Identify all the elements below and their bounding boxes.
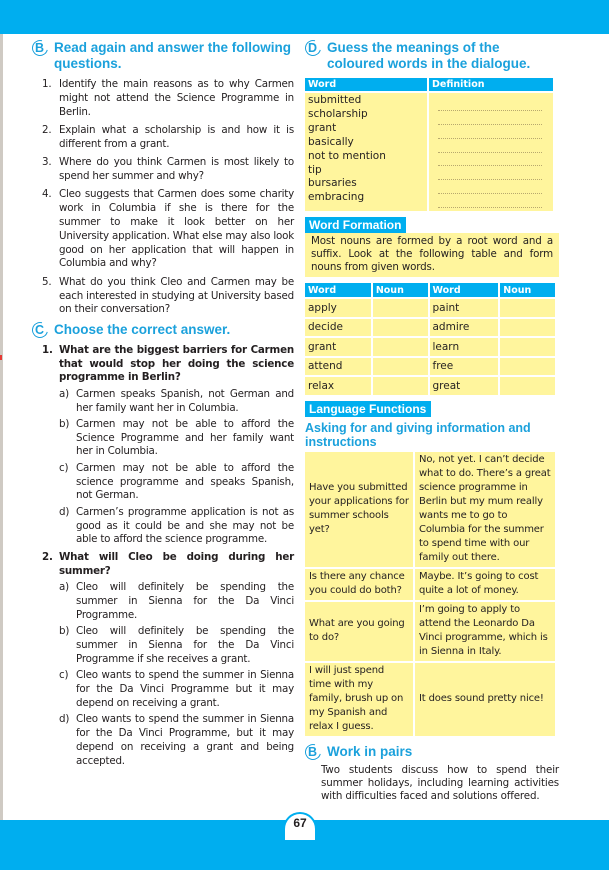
margin-mark (0, 355, 2, 360)
definition-input-line[interactable] (438, 166, 542, 180)
noun-answer-cell[interactable] (500, 338, 555, 356)
question-item: 5. What do you think Cleo and Carmen may be each interested in studying at University based on their conversation? (42, 275, 294, 316)
question-item: 2. Explain what a scholarship is and how it is different from a grant. (42, 123, 294, 150)
word-formation-table (303, 281, 557, 397)
mcq-option[interactable]: d) Cleo wants to spend the summer in Sienna for the Da Vinci Programme, but it may depend on receiving a grant and being accepted. (59, 713, 294, 767)
page-number: 67 (293, 816, 307, 830)
work-in-pairs (305, 744, 559, 803)
definition-input-line[interactable] (438, 153, 542, 167)
noun-answer-cell[interactable] (373, 338, 428, 356)
section-c-heading (32, 322, 294, 338)
table-row: apply paint (305, 299, 555, 317)
section-b-heading (32, 40, 294, 72)
dialogue-row: What are you going to do? I’m going to apply to attend the Leonardo Da Vinci programme, which is in Sienna in Italy. (305, 602, 555, 661)
section-b-title: Read again and answer the following questions. (54, 40, 292, 71)
table-row: attend free (305, 358, 555, 376)
table-row: grant learn (305, 338, 555, 356)
definition-input-line[interactable] (438, 194, 542, 208)
right-column (305, 40, 559, 803)
definition-input-line[interactable] (438, 111, 542, 125)
left-column (32, 40, 294, 772)
language-functions (305, 398, 559, 738)
definition-input-line[interactable] (438, 139, 542, 153)
noun-answer-cell[interactable] (500, 377, 555, 395)
definition-input-line[interactable] (438, 180, 542, 194)
noun-answer-cell[interactable] (373, 319, 428, 337)
section-c (32, 322, 294, 769)
mcq-option[interactable]: c) Carmen may not be able to afford the science programme and speaks Spanish, not German. (59, 461, 294, 502)
question-item: 1. Identify the main reasons as to why Carmen might not attend the Science Programme in Berlin. (42, 78, 294, 118)
work-in-pairs-heading (305, 744, 559, 760)
work-in-pairs-text: Two students discuss how to spend their summer holidays, including learning activities with difficulties faced and solutions offered. (321, 763, 559, 802)
noun-answer-cell[interactable] (500, 299, 555, 317)
word-formation-tag: Word Formation (305, 217, 406, 233)
word-formation (305, 214, 559, 397)
section-d-heading (305, 40, 559, 72)
top-header-band (0, 0, 609, 34)
section-letter-icon: C (32, 322, 54, 338)
noun-answer-cell[interactable] (373, 299, 428, 317)
mcq-question: 1. What are the biggest barriers for Carmen that would stop her doing the science programme in Berlin? a) Carmen speaks Spanish, not German and her family want her in Columbia. b) Carmen may not be able to afford the Science Programme and her family want her in Columbia. c) Carmen may not be able to afford the science programme and speaks Spanish, not German. d) Carmen’s programme application is not as good as it could be and she may not be able to afford the science programme. (42, 343, 294, 546)
column-header-noun: Noun (500, 283, 555, 297)
question-item: 3. Where do you think Carmen is most likely to spend her summer and why? (42, 156, 294, 182)
section-d-title: Guess the meanings of the coloured words in the dialogue. (327, 40, 531, 71)
word-list: submitted scholarship grant basically not to mention tip bursaries embracing (305, 93, 427, 211)
noun-answer-cell[interactable] (373, 358, 428, 376)
column-header-definition: Definition (429, 78, 553, 91)
dialogue-row: Have you submitted your applications for summer schools yet? No, not yet. I can’t decide what to do. There’s a great science programme in Berlin but my mum really wants me to go to Columbia for the summer to spend time with our family out there. (305, 452, 555, 567)
mcq-option[interactable]: a) Carmen speaks Spanish, not German and her family want her in Columbia. (59, 387, 294, 414)
work-in-pairs-title: Work in pairs (327, 743, 413, 759)
mcq-option[interactable]: d) Carmen’s programme application is not as good as it could be and she may not be able to afford the science programme. (59, 505, 294, 546)
mcq-option[interactable]: b) Carmen may not be able to afford the Science Programme and her family want her in Columbia. (59, 417, 294, 458)
section-c-questions (42, 344, 294, 769)
section-letter-icon: B (305, 744, 327, 760)
language-functions-subtitle: Asking for and giving information and instructions (305, 420, 531, 449)
page-number-badge (283, 812, 317, 830)
section-b-questions (42, 78, 294, 317)
noun-answer-cell[interactable] (500, 319, 555, 337)
column-header-word: Word (305, 78, 427, 91)
question-item: 4. Cleo suggests that Carmen does some charity work in Columbia if she is there for the summer to make it look better on her University application. What else may also look good on her application that will happen in Columbia and why? (42, 188, 294, 270)
definitions-table (303, 76, 555, 213)
section-b (32, 40, 294, 317)
mcq-option[interactable]: a) Cleo will definitely be spending the summer in Sienna for the Da Vinci Programme. (59, 581, 294, 622)
word-formation-instructions: Most nouns are formed by a root word and a suffix. Look at the following table and form nouns from given words. (305, 233, 559, 277)
section-d (305, 40, 559, 213)
section-letter-icon: B (32, 40, 54, 56)
noun-answer-cell[interactable] (373, 377, 428, 395)
mcq-option[interactable]: b) Cleo will definitely be spending the summer in Sienna for the Da Vinci Programme if she receives a grant. (59, 625, 294, 666)
noun-answer-cell[interactable] (500, 358, 555, 376)
page-edge (0, 34, 3, 820)
section-c-title: Choose the correct answer. (54, 321, 231, 337)
mcq-option[interactable]: c) Cleo wants to spend the summer in Sienna for the Da Vinci Programme but it may depend on receiving a grant. (59, 669, 294, 709)
dialogue-table (303, 450, 557, 738)
table-row: decide admire (305, 319, 555, 337)
column-header-word: Word (430, 283, 499, 297)
table-row: relax great (305, 377, 555, 395)
definition-input-line[interactable] (438, 125, 542, 139)
section-letter-icon: D (305, 40, 327, 56)
dialogue-row: I will just spend time with my family, brush up on my Spanish and relax I guess. It does sound pretty nice! (305, 663, 555, 736)
language-functions-tag: Language Functions (305, 401, 431, 417)
definition-fields[interactable] (429, 93, 553, 211)
column-header-noun: Noun (373, 283, 428, 297)
mcq-question: 2. What will Cleo be doing during her summer? a) Cleo will definitely be spending the summer in Sienna for the Da Vinci Programme. b) Cleo will definitely be spending the summer in Sienna for the Da Vinci Programme if she receives a grant. c) Cleo wants to spend the summer in Sienna for the Da Vinci Programme but it may depend on receiving a grant. d) Cleo wants to spend the summer in Sienna for the Da Vinci Programme, but it may depend on receiving a grant and being accepted. (42, 551, 294, 767)
dialogue-row: Is there any chance you could do both? Maybe. It’s going to cost quite a lot of money. (305, 569, 555, 600)
column-header-word: Word (305, 283, 371, 297)
definition-input-line[interactable] (438, 97, 542, 111)
